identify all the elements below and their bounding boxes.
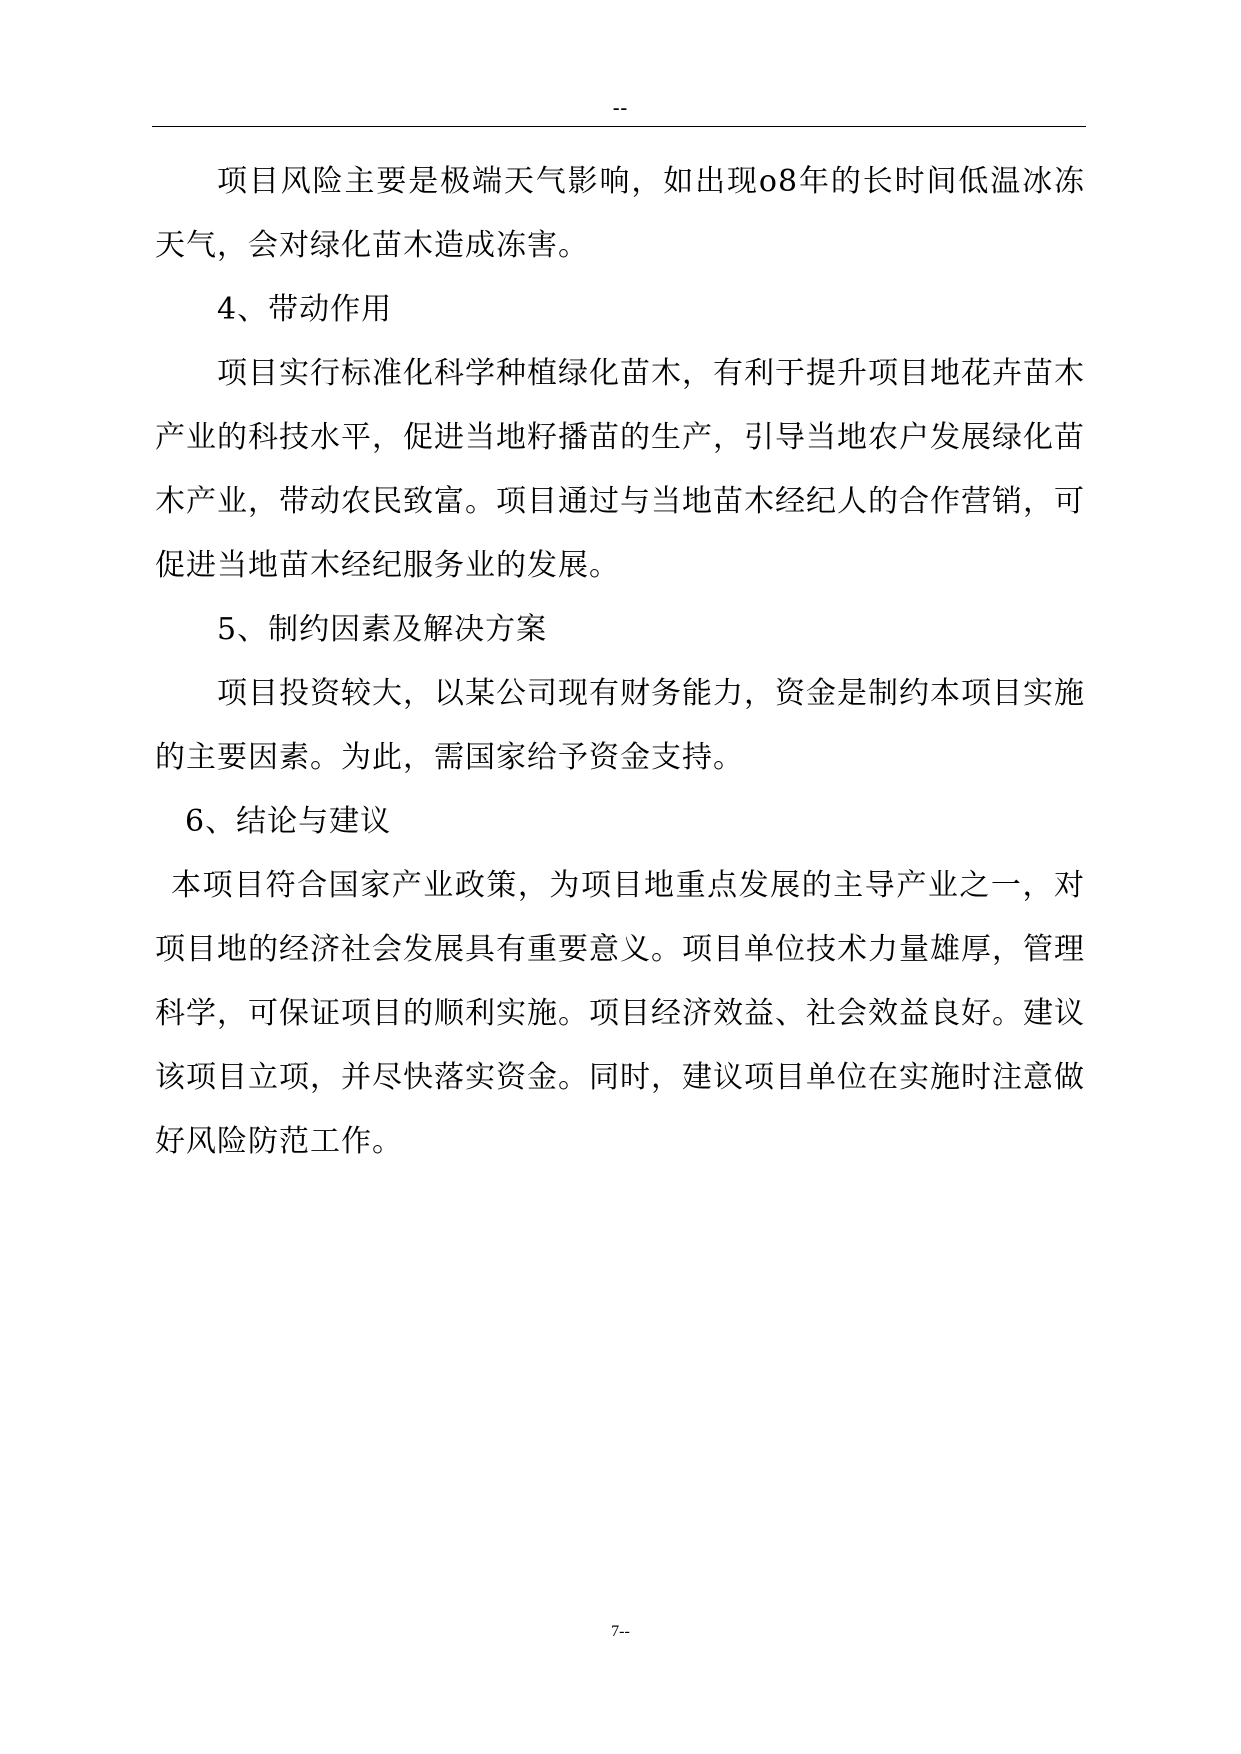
paragraph-driving-effect: 项目实行标准化科学种植绿化苗木，有利于提升项目地花卉苗木产业的科技水平，促进当地籽播苗的生产，引导当地农户发展绿化苗木产业，带动农民致富。项目通过与当地苗木经纪人的合作营销，可促进当地苗木经纪服务业的发展。 <box>155 356 1085 583</box>
header-divider <box>152 126 1086 127</box>
heading-conclusion: 6、结论与建议 <box>185 804 392 839</box>
header-mark: -- <box>612 97 629 119</box>
document-body <box>155 150 1085 1174</box>
heading-constraints: 5、制约因素及解决方案 <box>217 612 548 647</box>
paragraph-constraints: 项目投资较大，以某公司现有财务能力，资金是制约本项目实施的主要因素。为此，需国家给予资金支持。 <box>155 676 1085 775</box>
heading-driving-effect: 4、带动作用 <box>217 292 393 327</box>
paragraph-project-risk: 项目风险主要是极端天气影响，如出现o8年的长时间低温冰冻天气，会对绿化苗木造成冻害。 <box>155 164 1085 263</box>
paragraph-conclusion: 本项目符合国家产业政策，为项目地重点发展的主导产业之一，对项目地的经济社会发展具有重要意义。项目单位技术力量雄厚，管理科学，可保证项目的顺利实施。项目经济效益、社会效益良好。建议该项目立项，并尽快落实资金。同时，建议项目单位在实施时注意做好风险防范工作。 <box>155 868 1085 1159</box>
page-number: 7-- <box>611 1623 630 1640</box>
